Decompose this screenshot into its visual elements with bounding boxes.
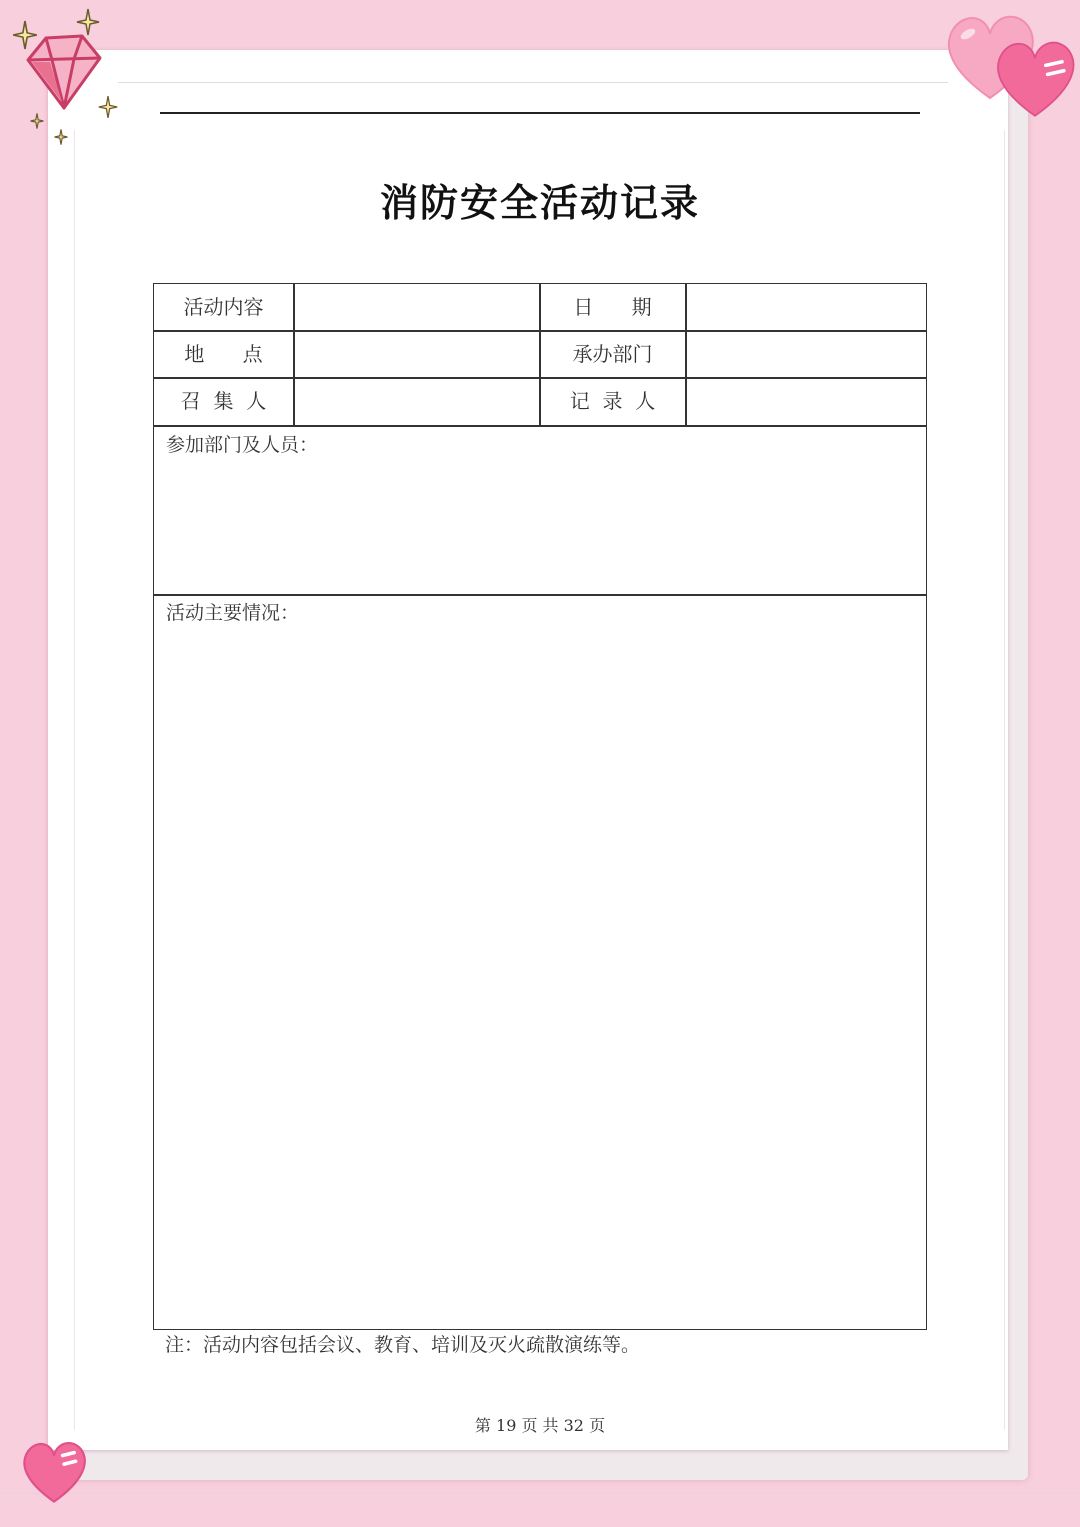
paper-inner-border: [118, 82, 948, 83]
sparkle-icon: [12, 20, 38, 50]
sparkle-icon: [54, 128, 68, 146]
participants-label: 参加部门及人员：: [166, 434, 319, 456]
header-rule: [160, 112, 920, 114]
page-title: 消防安全活动记录: [379, 180, 700, 225]
table-column-divider: [293, 284, 295, 426]
heart-icon: [18, 1434, 90, 1508]
page-number: 第 19 页 共 32 页: [474, 1416, 606, 1435]
organizer-department-label: 承办部门: [572, 342, 653, 366]
paper-inner-border: [74, 130, 75, 1430]
heart-icon: [990, 30, 1080, 125]
activity-content-label: 活动内容: [183, 295, 264, 319]
location-label: 地 点: [184, 342, 263, 366]
convener-label: 召 集 人: [180, 389, 267, 413]
date-label: 日 期: [573, 295, 652, 319]
record-form-table: [153, 283, 927, 1330]
sparkle-icon: [30, 112, 44, 130]
sparkle-icon: [76, 8, 100, 36]
main-situation-label: 活动主要情况：: [166, 602, 300, 624]
footnote: 注：活动内容包括会议、教育、培训及灭火疏散演练等。: [165, 1334, 641, 1356]
divider: [0, 1493, 1080, 1494]
sparkle-icon: [98, 94, 118, 120]
table-column-divider: [685, 284, 687, 426]
table-row-divider: [154, 594, 926, 596]
paper-inner-border: [1004, 130, 1005, 1430]
recorder-label: 记 录 人: [569, 389, 656, 413]
